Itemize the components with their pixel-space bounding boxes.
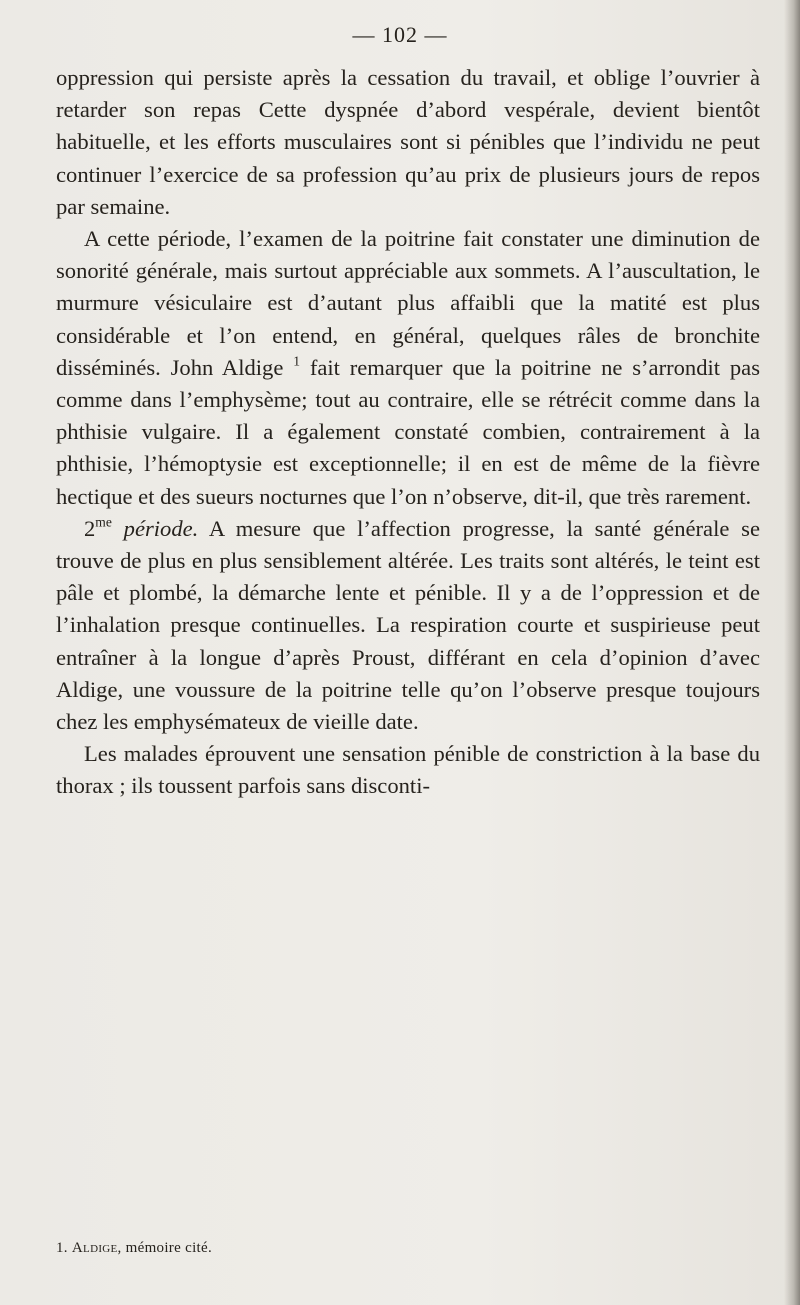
footnote-reference: 1 — [293, 353, 300, 369]
footnote-number: 1. — [56, 1240, 68, 1256]
paragraph-symptoms: Les malades éprouvent une sensation pénible de constriction à la base du thorax ; ils toussent parfois sans disconti- — [56, 741, 760, 799]
section-heading: période. — [123, 515, 199, 541]
page-edge-shadow — [784, 0, 800, 1305]
footnote — [56, 1240, 212, 1257]
paragraph-text: fait remarquer que la poitrine ne s’arrondit pas comme dans l’emphysème; tout au contraire, elle se rétrécit comme dans la phthisie vulgaire. Il a également constaté combien, contrairement à la phthisie, l’hémoptysie est exceptionnelle; il en est de même de la fièvre hectique et des sueurs nocturnes que l’on n’observe, dit-il, que très rarement. — [56, 354, 760, 509]
paragraph-text: A cette période, l’examen de la poitrine fait constater une diminution de sonorité générale, mais surtout appréciable aux sommets. A l’auscultation, le murmure vésiculaire est d’autant plus affaibli que la matité est plus considérable et l’on entend, en général, quelques râles de bronchite disséminés. John Aldige — [56, 226, 760, 380]
paragraph-continuation: oppression qui persiste après la cessation du travail, et oblige l’ouvrier à retarder son repas Cette dyspnée d’abord vespérale, devient bientôt habituelle, et les efforts musculaires sont si pénibles que l’individu ne peut continuer l’exercice de sa profession qu’au prix de plusieurs jours de repos par semaine. — [56, 65, 760, 219]
paragraph-second-period — [56, 513, 760, 738]
footnote-text: , mémoire cité. — [117, 1240, 213, 1256]
main-text-block — [56, 62, 760, 803]
footnote-author: Aldige — [71, 1240, 118, 1256]
paragraph-text: A mesure que l’affection progresse, la santé générale se trouve de plus en plus sensiblement altérée. Les traits sont altérés, le teint est pâle et plombé, la démarche lente et pénible. Il y a de l’oppression et de l’inhalation presque continuelles. La respiration courte et suspirieuse peut entraîner à la longue d’après Proust, différant en cela d’opinion d’avec Aldige, une voussure de la poitrine telle qu’on l’observe presque toujours chez les emphysémateux de vieille date. — [56, 515, 760, 735]
paragraph-examination — [56, 223, 760, 513]
period-ordinal-suffix: me — [95, 514, 112, 530]
page-number-header: — 102 — — [352, 22, 448, 47]
period-ordinal: 2 — [84, 515, 96, 541]
